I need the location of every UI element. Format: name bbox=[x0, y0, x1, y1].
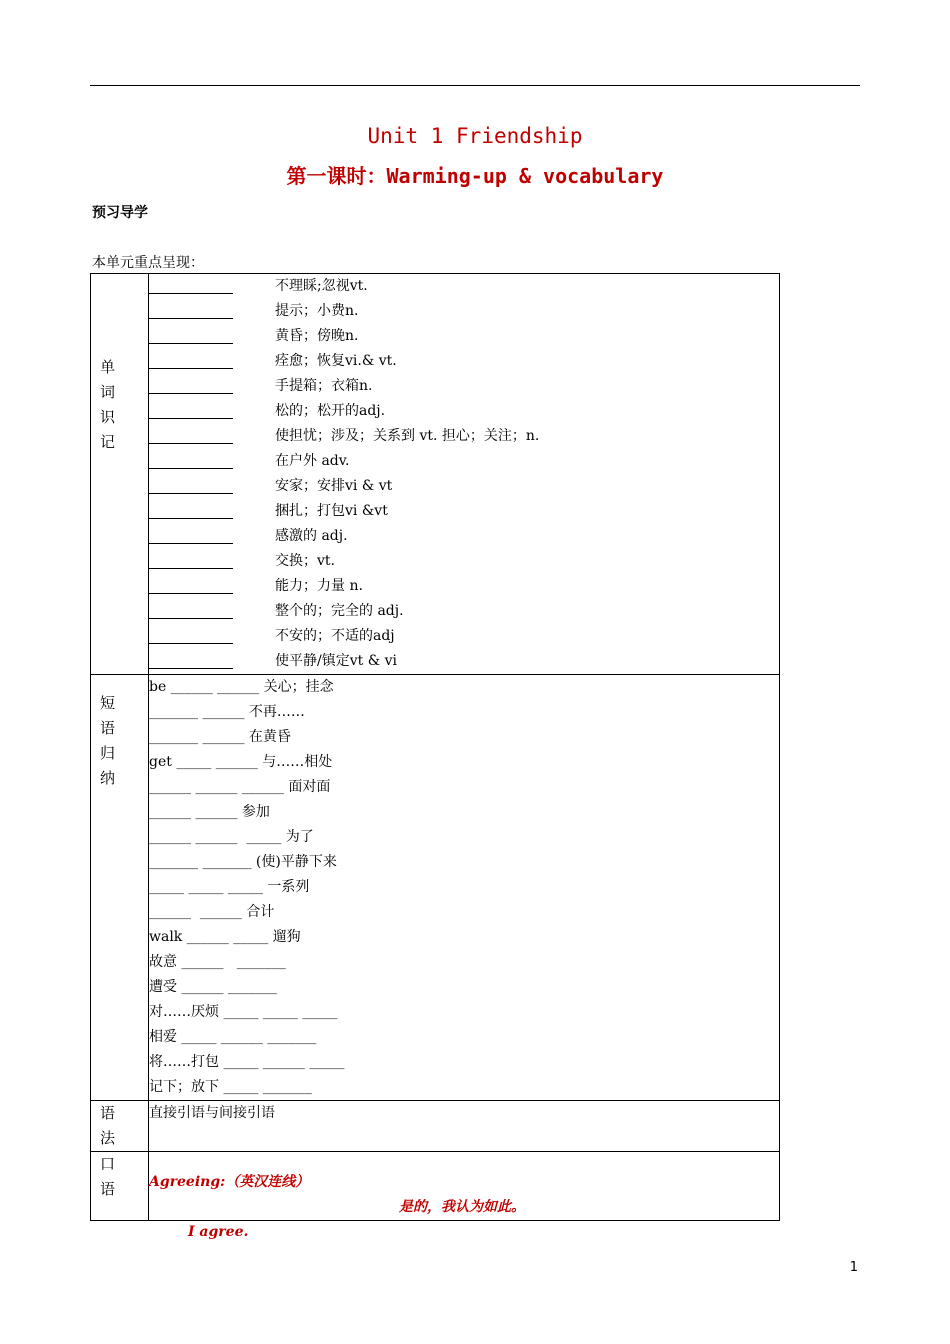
answer-blank[interactable] bbox=[149, 578, 233, 594]
phrase-item: walk ______ _____ 遛狗 bbox=[149, 929, 301, 945]
vocab-category-label: 单 词 识 记 bbox=[100, 358, 116, 451]
answer-blank[interactable] bbox=[149, 403, 233, 419]
grammar-category-label: 语 法 bbox=[100, 1104, 116, 1147]
vocab-item bbox=[149, 524, 779, 549]
phrase-item: ______ ______ 合计 bbox=[149, 904, 275, 920]
section-heading: 预习导学 bbox=[92, 205, 148, 221]
oral-row bbox=[91, 1152, 780, 1221]
answer-blank[interactable] bbox=[149, 478, 233, 494]
vocab-meaning: 手提箱；衣箱n. bbox=[275, 378, 373, 394]
phrase-item: _____ _____ _____ 一系列 bbox=[149, 879, 310, 895]
vocab-item bbox=[149, 574, 779, 599]
vocab-item bbox=[149, 649, 779, 674]
phrases-category-cell bbox=[91, 675, 149, 1101]
grammar-row bbox=[91, 1101, 780, 1152]
vocab-item bbox=[149, 599, 779, 624]
vocab-item bbox=[149, 449, 779, 474]
intro-text: 本单元重点呈现： bbox=[92, 255, 204, 271]
page-number: 1 bbox=[849, 1260, 858, 1275]
oral-english: I agree. bbox=[188, 1224, 249, 1240]
grammar-category-cell bbox=[91, 1101, 149, 1152]
answer-blank[interactable] bbox=[149, 353, 233, 369]
phrase-item: 将……打包 _____ ______ _____ bbox=[149, 1054, 345, 1070]
oral-category-label: 口 语 bbox=[100, 1155, 116, 1198]
lesson-subtitle: 第一课时：Warming-up & vocabulary bbox=[286, 164, 664, 188]
oral-pair-row bbox=[149, 1195, 779, 1240]
vocab-meaning: 黄昏；傍晚n. bbox=[275, 328, 359, 344]
vocab-item bbox=[149, 624, 779, 649]
phrases-list bbox=[149, 675, 780, 1101]
vocab-meaning: 不安的；不适的adj bbox=[275, 628, 395, 644]
vocab-meaning: 感激的 adj. bbox=[275, 528, 348, 544]
answer-blank[interactable] bbox=[149, 528, 233, 544]
vocab-meaning: 能力；力量 n. bbox=[275, 578, 363, 594]
phrases-row bbox=[91, 675, 780, 1101]
unit-title: Unit 1 Friendship bbox=[367, 124, 583, 148]
phrase-item: _______ ______ 不再…… bbox=[149, 704, 305, 720]
vocab-meaning: 在户外 adv. bbox=[275, 453, 350, 469]
vocab-item bbox=[149, 474, 779, 499]
answer-blank[interactable] bbox=[149, 328, 233, 344]
phrase-item: 对……厌烦 _____ _____ _____ bbox=[149, 1004, 338, 1020]
vocab-list bbox=[149, 274, 780, 675]
vocab-item bbox=[149, 549, 779, 574]
answer-blank[interactable] bbox=[149, 278, 233, 294]
grammar-text: 直接引语与间接引语 bbox=[149, 1105, 275, 1121]
vocab-item bbox=[149, 424, 779, 449]
vocab-category-cell bbox=[91, 274, 149, 675]
vocab-meaning: 松的；松开的adj. bbox=[275, 403, 386, 419]
answer-blank[interactable] bbox=[149, 378, 233, 394]
vocab-meaning: 交换；vt. bbox=[275, 553, 335, 569]
phrase-item: ______ ______ ______ 面对面 bbox=[149, 779, 331, 795]
phrase-item: ______ ______ 参加 bbox=[149, 804, 270, 820]
vocab-row bbox=[91, 274, 780, 675]
vocab-meaning: 提示；小费n. bbox=[275, 303, 359, 319]
answer-blank[interactable] bbox=[149, 303, 233, 319]
phrase-item: be ______ ______ 关心；挂念 bbox=[149, 679, 334, 695]
vocab-item bbox=[149, 399, 779, 424]
vocab-item bbox=[149, 299, 779, 324]
vocab-meaning: 捆扎；打包vi &vt bbox=[275, 503, 388, 519]
answer-blank[interactable] bbox=[149, 453, 233, 469]
phrase-item: ______ ______ _____ 为了 bbox=[149, 829, 314, 845]
oral-cell bbox=[149, 1152, 780, 1240]
phrase-item: 记下；放下 _____ _______ bbox=[149, 1079, 312, 1095]
vocab-item bbox=[149, 499, 779, 524]
answer-blank[interactable] bbox=[149, 428, 233, 444]
answer-blank[interactable] bbox=[149, 653, 233, 669]
phrase-item: 相爱 _____ ______ _______ bbox=[149, 1029, 317, 1045]
phrase-item: 遭受 ______ _______ bbox=[149, 979, 277, 995]
vocab-meaning: 使担忧；涉及；关系到 vt. 担心；关注；n. bbox=[275, 428, 540, 444]
phrase-item: get _____ ______ 与……相处 bbox=[149, 754, 333, 770]
vocab-meaning: 使平静/镇定vt & vi bbox=[275, 653, 398, 669]
phrase-item: _______ ______ 在黄昏 bbox=[149, 729, 291, 745]
content-table bbox=[90, 273, 780, 1240]
answer-blank[interactable] bbox=[149, 553, 233, 569]
phrases-category-label: 短 语 归 纳 bbox=[100, 694, 116, 787]
vocab-item bbox=[149, 324, 779, 349]
vocab-item bbox=[149, 349, 779, 374]
vocab-meaning: 不理睬;忽视vt. bbox=[275, 278, 368, 294]
answer-blank[interactable] bbox=[149, 603, 233, 619]
oral-heading: Agreeing:（英汉连线） bbox=[149, 1174, 310, 1190]
vocab-meaning: 整个的；完全的 adj. bbox=[275, 603, 404, 619]
vocab-item bbox=[149, 274, 779, 299]
vocab-item bbox=[149, 374, 779, 399]
answer-blank[interactable] bbox=[149, 628, 233, 644]
vocab-meaning: 安家；安排vi & vt bbox=[275, 478, 393, 494]
vocab-meaning: 痊愈；恢复vi.& vt. bbox=[275, 353, 397, 369]
answer-blank[interactable] bbox=[149, 503, 233, 519]
oral-category-cell bbox=[91, 1152, 149, 1221]
phrase-item: _______ _______ (使)平静下来 bbox=[149, 854, 337, 870]
header-rule bbox=[90, 85, 860, 86]
phrase-item: 故意 ______ _______ bbox=[149, 954, 286, 970]
oral-chinese: 是的，我认为如此。 bbox=[399, 1199, 525, 1215]
grammar-cell bbox=[149, 1101, 780, 1152]
